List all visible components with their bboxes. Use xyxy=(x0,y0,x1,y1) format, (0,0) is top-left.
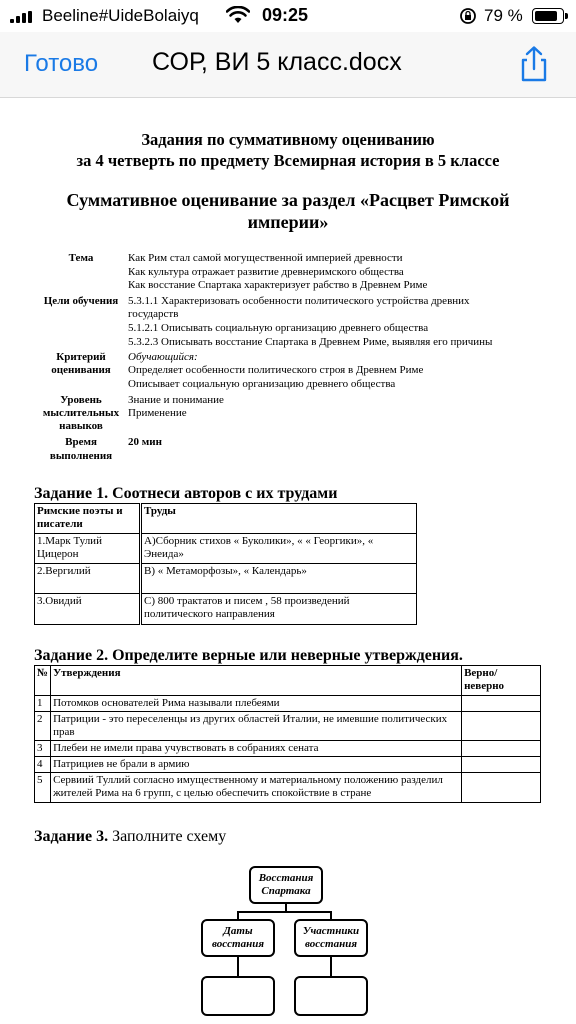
topic-line: Как восстание Спартака характеризует рабство в Древнем Риме xyxy=(128,279,428,291)
scheme-connector xyxy=(237,911,332,913)
scheme-connector xyxy=(237,957,239,977)
table-row xyxy=(35,564,417,594)
topic-label: Тема xyxy=(68,252,94,264)
table-header-row xyxy=(35,666,541,696)
task-3-title: Задание 3. Заполните схему xyxy=(34,828,227,845)
document-title: СОР, ВИ 5 класс.docx xyxy=(152,48,402,76)
task-2-title: Задание 2. Определите верные или неверные утверждения. xyxy=(34,647,463,664)
table-row xyxy=(35,773,541,803)
row-number-cell: 5 xyxy=(35,773,51,803)
criteria-label: Критерий xyxy=(56,351,106,363)
answer-cell[interactable] xyxy=(462,741,541,757)
scheme-box-uprising: Восстания Спартака xyxy=(249,866,323,904)
level-line: Знание и понимание xyxy=(128,394,224,406)
time-value: 20 мин xyxy=(128,436,162,448)
done-button[interactable]: Готово xyxy=(24,50,99,77)
answer-cell[interactable] xyxy=(462,757,541,773)
section-heading-line-1: Суммативное оценивание за раздел «Расцвет Римской xyxy=(66,190,510,210)
scheme-box-participants: Участники восстания xyxy=(294,919,368,957)
carrier-name: Beeline#UideBolaiyq xyxy=(42,6,199,25)
scheme-empty-box-participants[interactable] xyxy=(294,976,368,1016)
topic-line: Как культура отражает развитие древнеримского общества xyxy=(128,266,404,278)
task-1-title: Задание 1. Соотнеси авторов с их трудами xyxy=(34,485,338,502)
criteria-intro: Обучающийся: xyxy=(128,351,198,363)
author-cell: 1.Марк Тулий Цицерон xyxy=(35,534,141,564)
criteria-label: оценивания xyxy=(51,364,111,376)
table-row xyxy=(35,741,541,757)
row-number-cell: 3 xyxy=(35,741,51,757)
cellular-signal-icon xyxy=(10,11,32,23)
scheme-connector xyxy=(237,911,239,919)
answer-cell[interactable] xyxy=(462,696,541,712)
goal-line: государств xyxy=(128,308,179,320)
level-line: Применение xyxy=(128,407,187,419)
statement-cell: Плебеи не имели права учувствовать в собраниях сената xyxy=(51,741,462,757)
task-1-table xyxy=(34,503,417,625)
statement-cell: Сервиий Туллий согласно имущественному и материальному положению разделил жителей Рима на 6 групп, с целью обеспечить спокойствие в стране xyxy=(51,773,462,803)
goals-label: Цели обучения xyxy=(43,295,119,307)
table-row xyxy=(35,594,417,625)
row-number-cell: 1 xyxy=(35,696,51,712)
criteria-line: Описывает социальную организацию древнего общества xyxy=(128,378,396,390)
level-label: Уровень xyxy=(60,394,102,406)
clock: 09:25 xyxy=(262,5,309,25)
table-header-cell: № xyxy=(35,666,51,696)
section-heading-line-2: империи» xyxy=(247,212,329,232)
works-cell: В) « Метаморфозы», « Календарь» xyxy=(141,564,417,594)
table-row xyxy=(35,696,541,712)
document-page[interactable] xyxy=(0,98,576,1024)
answer-cell[interactable] xyxy=(462,773,541,803)
goal-line: 5.3.2.3 Описывать восстание Спартака в Древнем Риме, выявляя его причины xyxy=(128,336,493,348)
level-label: мыслительных xyxy=(42,407,120,419)
table-row xyxy=(35,757,541,773)
battery-icon xyxy=(532,8,564,24)
status-bar xyxy=(0,0,576,32)
navigation-bar xyxy=(0,32,576,98)
level-label: навыков xyxy=(59,420,103,432)
statement-cell: Потомков основателей Рима называли плебеями xyxy=(51,696,462,712)
goal-line: 5.1.2.1 Описывать социальную организацию древнего общества xyxy=(128,322,429,334)
scheme-empty-box-dates[interactable] xyxy=(201,976,275,1016)
share-icon[interactable] xyxy=(514,44,554,84)
statement-cell: Патриции - это переселенцы из других областей Италии, не имевшие политических прав xyxy=(51,712,462,741)
author-cell: 3.Овидий xyxy=(35,594,141,625)
table-header-cell: Утверждения xyxy=(51,666,462,696)
goal-line: 5.3.1.1 Характеризовать особенности политического устройства древних xyxy=(128,295,470,307)
scheme-box-dates: Даты восстания xyxy=(201,919,275,957)
answer-cell[interactable] xyxy=(462,712,541,741)
table-header-cell: Верно/ неверно xyxy=(462,666,541,696)
scheme-connector xyxy=(330,957,332,977)
row-number-cell: 2 xyxy=(35,712,51,741)
row-number-cell: 4 xyxy=(35,757,51,773)
author-cell: 2.Вергилий xyxy=(35,564,141,594)
statement-cell: Патрициев не брали в армию xyxy=(51,757,462,773)
table-header-cell: Труды xyxy=(141,504,417,534)
table-row xyxy=(35,712,541,741)
table-header-row xyxy=(35,504,417,534)
criteria-line: Определяет особенности политического строя в Древнем Риме xyxy=(128,364,424,376)
topic-line: Как Рим стал самой могущественной империей древности xyxy=(128,252,403,264)
scheme-connector xyxy=(330,911,332,919)
orientation-lock-icon xyxy=(459,7,477,25)
time-label: Время xyxy=(65,436,97,448)
task-2-table xyxy=(34,665,541,803)
table-header-cell: Римские поэты и писатели xyxy=(35,504,141,534)
document-heading-line-2: за 4 четверть по предмету Всемирная история в 5 классе xyxy=(76,151,500,170)
document-heading-line-1: Задания по суммативному оцениванию xyxy=(141,130,435,149)
wifi-icon xyxy=(226,6,250,24)
time-label: выполнения xyxy=(49,450,113,462)
table-row xyxy=(35,534,417,564)
battery-percent: 79 % xyxy=(484,6,523,25)
works-cell: А)Сборник стихов « Буколики», « « Георгики», « Энеида» xyxy=(141,534,417,564)
works-cell: С) 800 трактатов и писем , 58 произведений политического направления xyxy=(141,594,417,625)
